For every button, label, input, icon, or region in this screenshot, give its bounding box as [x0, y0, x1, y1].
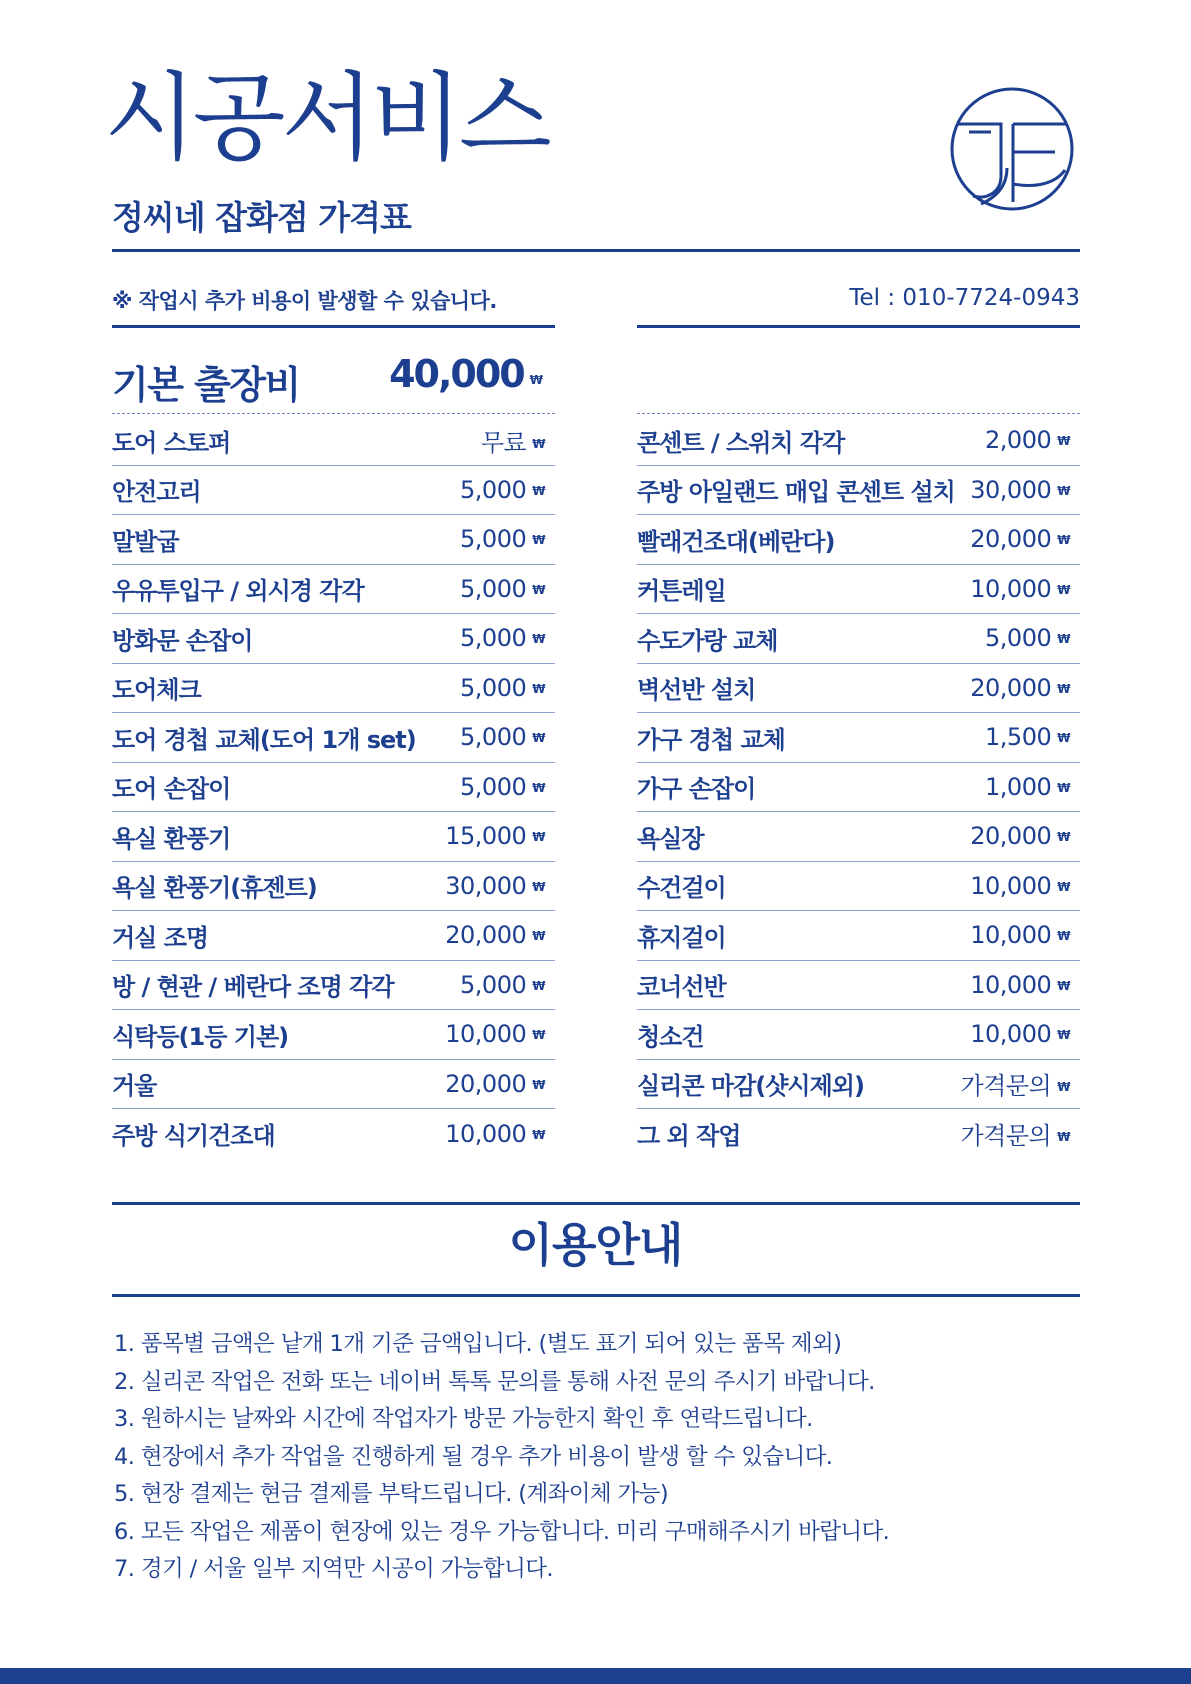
- price-row: [637, 515, 1080, 565]
- price-row: [112, 515, 555, 565]
- item-price: 무료 ₩: [480, 428, 545, 457]
- item-name: 말발굽: [112, 527, 179, 556]
- item-name: 욕실 환풍기: [112, 824, 231, 853]
- item-name: 코너선반: [637, 973, 726, 1002]
- won-icon: ₩: [1057, 879, 1070, 894]
- item-name: 수건걸이: [637, 874, 726, 903]
- won-icon: ₩: [1057, 434, 1070, 449]
- item-name: 커튼레일: [637, 577, 726, 606]
- price-row: [112, 862, 555, 912]
- item-price: 20,000 ₩: [445, 921, 545, 950]
- item-name: 실리콘 마감(샷시제외): [637, 1072, 864, 1101]
- item-name: 그 외 작업: [637, 1122, 741, 1151]
- won-icon: ₩: [532, 632, 545, 647]
- left-price-list: [112, 416, 555, 1159]
- guide-item: 3. 원하시는 날짜와 시간에 작업자가 방문 가능한지 확인 후 연락드립니다.: [114, 1406, 813, 1432]
- item-price: 5,000 ₩: [460, 970, 545, 999]
- won-icon: ₩: [1057, 681, 1070, 696]
- won-icon: ₩: [532, 1127, 545, 1142]
- item-price: 20,000 ₩: [970, 822, 1070, 851]
- price-row: [112, 565, 555, 615]
- right-column-divider: [637, 325, 1080, 328]
- won-icon: ₩: [532, 533, 545, 548]
- price-row: [112, 416, 555, 466]
- item-price: 15,000 ₩: [445, 822, 545, 851]
- item-name: 청소건: [637, 1022, 704, 1051]
- won-icon: ₩: [1057, 582, 1070, 597]
- price-row: [112, 1010, 555, 1060]
- item-name: 도어체크: [112, 676, 201, 705]
- item-name: 주방 식기건조대: [112, 1122, 275, 1151]
- item-price: 30,000 ₩: [970, 475, 1070, 504]
- item-name: 거울: [112, 1072, 157, 1101]
- won-icon: ₩: [1057, 929, 1070, 944]
- price-row: [112, 713, 555, 763]
- guide-item: 4. 현장에서 추가 작업을 진행하게 될 경우 추가 비용이 발생 할 수 있습니다.: [114, 1443, 833, 1470]
- item-price: 10,000 ₩: [970, 1020, 1070, 1049]
- right-dashed-divider: [637, 413, 1080, 414]
- item-name: 빨래건조대(베란다): [637, 527, 835, 556]
- item-price: 5,000 ₩: [460, 525, 545, 554]
- won-icon: ₩: [532, 731, 545, 746]
- won-icon: ₩: [532, 681, 545, 696]
- guide-title: 이용안내: [508, 1218, 683, 1272]
- won-icon: ₩: [532, 582, 545, 597]
- won-icon: ₩: [532, 780, 545, 795]
- item-price: 2,000 ₩: [985, 426, 1070, 455]
- item-name: 가구 손잡이: [637, 775, 756, 804]
- won-icon: ₩: [1057, 978, 1070, 993]
- guide-list: [114, 1326, 889, 1589]
- price-row: [112, 466, 555, 516]
- item-name: 식탁등(1등 기본): [112, 1022, 289, 1051]
- price-row: [112, 664, 555, 714]
- price-row: [637, 416, 1080, 466]
- price-row: [112, 812, 555, 862]
- item-name: 거실 조명: [112, 923, 209, 952]
- guide-bottom-divider: [112, 1294, 1080, 1297]
- item-price: 5,000 ₩: [460, 574, 545, 603]
- price-row: [637, 911, 1080, 961]
- item-price: 5,000 ₩: [460, 624, 545, 653]
- item-name: 욕실 환풍기(휴젠트): [112, 874, 317, 903]
- won-icon: ₩: [529, 373, 541, 387]
- price-row: [637, 713, 1080, 763]
- extra-cost-notice: ※ 작업시 추가 비용이 발생할 수 있습니다.: [112, 289, 497, 313]
- won-icon: ₩: [1057, 632, 1070, 647]
- won-icon: ₩: [1057, 1028, 1070, 1043]
- base-fee-dashed-divider: [112, 413, 555, 414]
- item-price: 10,000 ₩: [445, 1119, 545, 1148]
- price-row: [112, 763, 555, 813]
- left-column-divider: [112, 325, 555, 328]
- item-name: 방화문 손잡이: [112, 626, 253, 655]
- phone-number: Tel : 010-7724-0943: [849, 285, 1080, 311]
- price-row: [637, 664, 1080, 714]
- guide-top-divider: [112, 1202, 1080, 1205]
- won-icon: ₩: [532, 929, 545, 944]
- price-row: [637, 1010, 1080, 1060]
- header-divider: [112, 249, 1080, 252]
- won-icon: ₩: [1057, 483, 1070, 498]
- price-row: [637, 466, 1080, 516]
- item-price: 20,000 ₩: [970, 673, 1070, 702]
- guide-item: 6. 모든 작업은 제품이 현장에 있는 경우 가능합니다. 미리 구매해주시기 바랍니다.: [114, 1518, 890, 1545]
- item-price: 5,000 ₩: [460, 475, 545, 504]
- won-icon: ₩: [532, 879, 545, 894]
- item-price: 1,500 ₩: [985, 723, 1070, 752]
- base-fee-price: 40,000 ₩: [389, 352, 541, 396]
- won-icon: ₩: [1057, 780, 1070, 795]
- price-row: [112, 911, 555, 961]
- price-row: [637, 763, 1080, 813]
- item-price: 1,000 ₩: [985, 772, 1070, 801]
- price-row: [112, 961, 555, 1011]
- price-row: [637, 614, 1080, 664]
- won-icon: ₩: [532, 483, 545, 498]
- won-icon: ₩: [532, 436, 545, 451]
- item-name: 벽선반 설치: [637, 676, 756, 705]
- item-price: 10,000 ₩: [970, 921, 1070, 950]
- item-price: 10,000 ₩: [445, 1020, 545, 1049]
- item-price: 5,000 ₩: [985, 624, 1070, 653]
- item-price: 30,000 ₩: [445, 871, 545, 900]
- item-name: 휴지걸이: [637, 923, 726, 952]
- price-row: [112, 1060, 555, 1110]
- won-icon: ₩: [532, 830, 545, 845]
- item-name: 도어 경첩 교체(도어 1개 set): [112, 725, 416, 754]
- page-title: 시공서비스: [104, 62, 548, 174]
- won-icon: ₩: [1057, 731, 1070, 746]
- won-icon: ₩: [1057, 1130, 1070, 1145]
- won-icon: ₩: [532, 1028, 545, 1043]
- price-row: [637, 812, 1080, 862]
- guide-item: 7. 경기 / 서울 일부 지역만 시공이 가능합니다.: [114, 1556, 553, 1582]
- won-icon: ₩: [532, 1077, 545, 1092]
- price-row: [637, 565, 1080, 615]
- item-price: 20,000 ₩: [970, 525, 1070, 554]
- item-price: 5,000 ₩: [460, 673, 545, 702]
- item-name: 도어 손잡이: [112, 775, 231, 804]
- item-price: 10,000 ₩: [970, 871, 1070, 900]
- item-name: 가구 경첩 교체: [637, 725, 785, 754]
- won-icon: ₩: [532, 978, 545, 993]
- item-price: 가격문의 ₩: [960, 1122, 1070, 1151]
- item-price: 5,000 ₩: [460, 723, 545, 752]
- won-icon: ₩: [1057, 533, 1070, 548]
- item-price: 10,000 ₩: [970, 574, 1070, 603]
- won-icon: ₩: [1057, 830, 1070, 845]
- price-row: [112, 1109, 555, 1159]
- item-price: 10,000 ₩: [970, 970, 1070, 999]
- item-name: 방 / 현관 / 베란다 조명 각각: [112, 973, 394, 1002]
- item-price: 20,000 ₩: [445, 1069, 545, 1098]
- footer-bar: [0, 1668, 1191, 1684]
- won-icon: ₩: [1057, 1080, 1070, 1095]
- right-price-list: [637, 416, 1080, 1159]
- item-name: 주방 아일랜드 매입 콘센트 설치: [637, 478, 955, 507]
- price-row: [637, 1060, 1080, 1110]
- guide-item: 5. 현장 결제는 현금 결제를 부탁드립니다. (계좌이체 가능): [114, 1481, 669, 1507]
- item-name: 안전고리: [112, 478, 201, 507]
- item-name: 수도가랑 교체: [637, 626, 778, 655]
- base-fee-label: 기본 출장비: [112, 363, 300, 407]
- price-row: [637, 1109, 1080, 1159]
- item-price: 5,000 ₩: [460, 772, 545, 801]
- brand-logo-icon: [947, 84, 1077, 214]
- item-name: 도어 스토퍼: [112, 428, 231, 457]
- price-row: [637, 961, 1080, 1011]
- item-price: 가격문의 ₩: [960, 1072, 1070, 1101]
- price-row: [637, 862, 1080, 912]
- item-name: 콘센트 / 스위치 각각: [637, 428, 845, 457]
- item-name: 욕실장: [637, 824, 704, 853]
- price-row: [112, 614, 555, 664]
- guide-item: 1. 품목별 금액은 낱개 1개 기준 금액입니다. (별도 표기 되어 있는 품목 제외): [114, 1331, 842, 1357]
- page-subtitle: 정씨네 잡화점 가격표: [112, 198, 411, 237]
- item-name: 우유투입구 / 외시경 각각: [112, 577, 364, 606]
- guide-item: 2. 실리콘 작업은 전화 또는 네이버 톡톡 문의를 통해 사전 문의 주시기 바랍니다.: [114, 1368, 875, 1395]
